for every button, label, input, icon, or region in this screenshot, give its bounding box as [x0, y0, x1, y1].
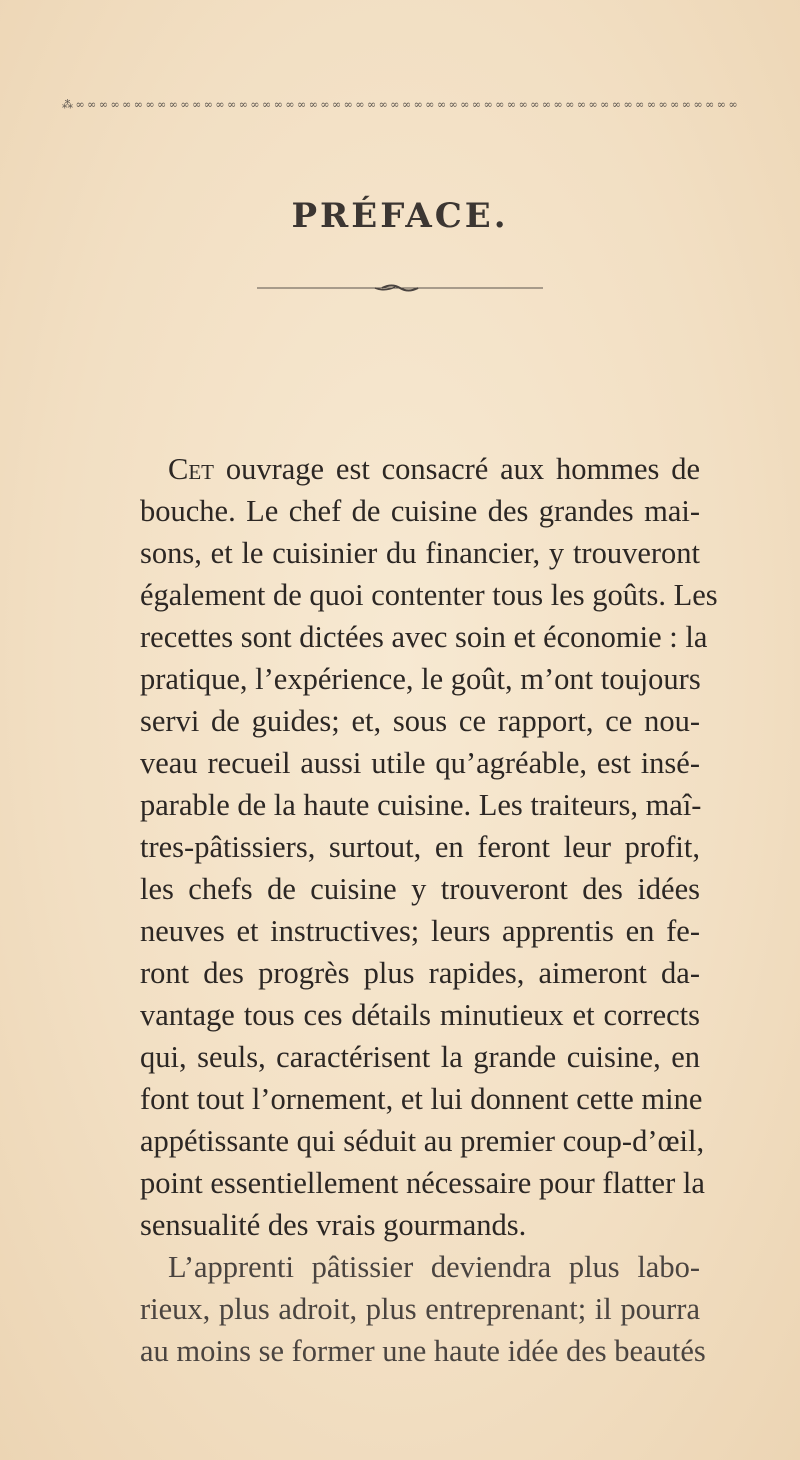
- text-line: sensualité des vrais gourmands.: [140, 1208, 527, 1242]
- text-line: qui, seuls, caractérisent la grande cuisine, en: [140, 1040, 700, 1074]
- text-line: rieux, plus adroit, plus entreprenant; il pourra: [140, 1292, 700, 1326]
- text-line: recettes sont dictées avec soin et économie : la: [140, 620, 708, 654]
- text-line: également de quoi contenter tous les goûts. Les: [140, 578, 718, 612]
- first-word: Cet: [168, 452, 214, 486]
- page-title: PRÉFACE.: [291, 196, 509, 236]
- text-line: font tout l’ornement, et lui donnent cette mine: [140, 1082, 703, 1116]
- text-line: tres-pâtissiers, surtout, en feront leur profit,: [140, 830, 700, 864]
- text-line: au moins se former une haute idée des beautés: [140, 1334, 706, 1368]
- text-line: bouche. Le chef de cuisine des grandes mai-: [140, 494, 700, 528]
- header-ornament-band: ⁂ ∞ ∞ ∞ ∞ ∞ ∞ ∞ ∞ ∞ ∞ ∞ ∞ ∞ ∞ ∞ ∞ ∞ ∞ ∞ ∞ ∞ ∞ ∞ ∞ ∞ ∞ ∞ ∞ ∞ ∞ ∞ ∞ ∞ ∞ ∞ ∞ ∞ ∞ ∞ ∞ ∞ ∞ ∞ ∞ ∞ ∞ ∞ ∞ ∞ ∞ ∞ ∞ ∞ ∞ ∞ ∞ ∞: [62, 98, 738, 111]
- preface-text: [140, 448, 718, 1372]
- text-line: veau recueil aussi utile qu’agréable, est insé-: [140, 746, 700, 780]
- text-line-1: Cet ouvrage est consacré aux hommes de: [168, 452, 700, 486]
- text-line: L’apprenti pâtissier deviendra plus labo-: [168, 1250, 700, 1284]
- text-line: vantage tous ces détails minutieux et corrects: [140, 998, 700, 1032]
- text-line: pratique, l’expérience, le goût, m’ont toujours: [140, 662, 701, 696]
- text-line: point essentiellement nécessaire pour flatter la: [140, 1166, 705, 1200]
- text-line: servi de guides; et, sous ce rapport, ce nou-: [140, 704, 700, 738]
- text-line: appétissante qui séduit au premier coup-d’œil,: [140, 1124, 705, 1158]
- text-line: les chefs de cuisine y trouveront des idées: [140, 872, 700, 906]
- text-line: parable de la haute cuisine. Les traiteurs, maî-: [140, 788, 702, 822]
- text-line: sons, et le cuisinier du financier, y trouveront: [140, 536, 700, 570]
- title-rule-ornament: [257, 283, 543, 293]
- text-line: neuves et instructives; leurs apprentis en fe-: [140, 914, 700, 948]
- text-line: ront des progrès plus rapides, aimeront da-: [140, 956, 700, 990]
